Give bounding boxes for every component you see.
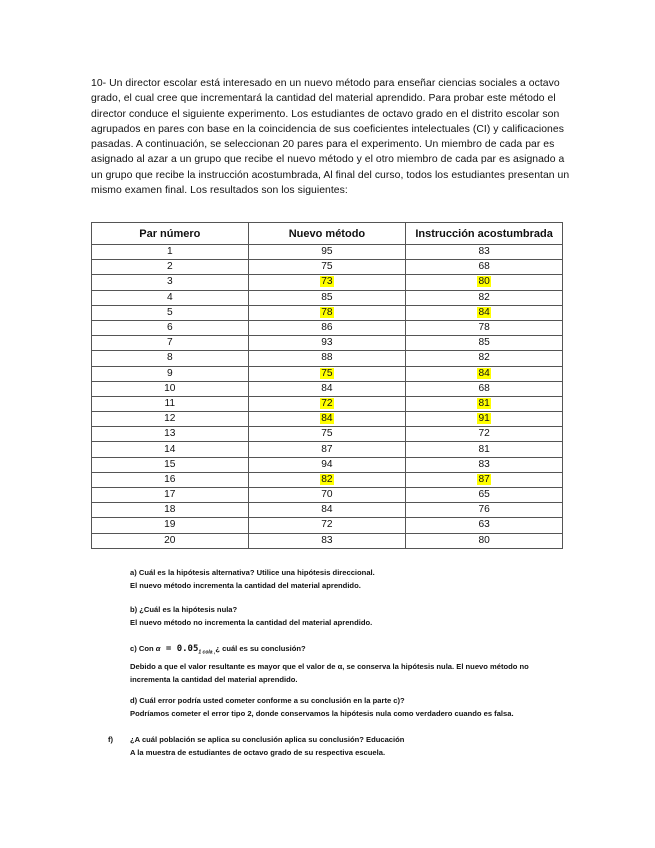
cell-nuevo-metodo — [248, 412, 406, 427]
cell-par-numero — [92, 457, 249, 472]
question-c-text — [130, 642, 570, 660]
cell-instruccion-acostumbrada-value: 84 — [478, 306, 490, 318]
problem-statement: 10- Un director escolar está interesado en un nuevo método para enseñar ciencias sociales a octavo grado, el cual cree que incrementará la cantidad del material aprendido. Para probar este método el director conduce el siguiente experimento. Los estudiantes de octavo grado en el distrito escolar son agrupados en pares con base en la coincidencia de sus coeficientes intelectuales (CI) y calificaciones pasadas. A continuación, se seleccionan 20 pares para el experimento. Un miembro de cada par es asignado al azar a un grupo que recibe el nuevo método y el otro miembro de cada par es asignado a un grupo que recibe la instrucción acostumbrada, Al final del curso, todos los estudiantes presentan un mismo examen final. Los resultados son los siguientes: — [91, 78, 570, 197]
cell-par-numero — [92, 336, 249, 351]
table-row — [92, 488, 563, 503]
cell-instruccion-acostumbrada-value: 68 — [478, 261, 490, 273]
cell-par-numero-value: 19 — [164, 519, 176, 531]
cell-nuevo-metodo-value: 85 — [321, 291, 333, 303]
cell-par-numero — [92, 533, 249, 548]
cell-instruccion-acostumbrada — [406, 366, 563, 381]
cell-nuevo-metodo-value: 84 — [321, 382, 333, 394]
cell-par-numero-value: 6 — [166, 322, 173, 334]
cell-nuevo-metodo — [248, 488, 406, 503]
cell-par-numero — [92, 396, 249, 411]
cell-nuevo-metodo — [248, 351, 406, 366]
cell-par-numero-value: 5 — [166, 306, 173, 318]
question-b-text: b) ¿Cuál es la hipótesis nula? — [130, 605, 238, 614]
cell-nuevo-metodo — [248, 305, 406, 320]
question-d-text: d) Cuál error podría usted cometer conforme a su conclusión en la parte c)? — [130, 696, 405, 705]
cell-instruccion-acostumbrada — [406, 427, 563, 442]
cell-instruccion-acostumbrada — [406, 472, 563, 487]
alpha-subscript: 1 cola , — [198, 649, 216, 656]
answer-d-text: Podríamos cometer el error tipo 2, donde conservamos la hipótesis nula como verdadero cuando es falsa. — [130, 709, 514, 718]
cell-instruccion-acostumbrada-value: 91 — [478, 413, 490, 425]
cell-instruccion-acostumbrada-value: 63 — [478, 519, 490, 531]
cell-instruccion-acostumbrada — [406, 245, 563, 260]
cell-nuevo-metodo-value: 82 — [321, 473, 333, 485]
cell-nuevo-metodo-value: 86 — [321, 322, 333, 334]
table-row — [92, 381, 563, 396]
cell-par-numero-value: 17 — [164, 489, 176, 501]
question-c-prefix: c) Con — [130, 644, 156, 653]
cell-nuevo-metodo-value: 95 — [321, 246, 333, 258]
table-header-row — [92, 223, 563, 245]
table-row — [92, 275, 563, 290]
results-table — [91, 222, 563, 549]
cell-nuevo-metodo-value: 83 — [321, 534, 333, 546]
table-row — [92, 320, 563, 335]
cell-nuevo-metodo — [248, 396, 406, 411]
cell-instruccion-acostumbrada-value: 84 — [478, 367, 490, 379]
question-f-text: ¿A cuál población se aplica su conclusión aplica su conclusión? Educación — [130, 735, 405, 744]
cell-nuevo-metodo — [248, 503, 406, 518]
cell-nuevo-metodo-value: 88 — [321, 352, 333, 364]
cell-instruccion-acostumbrada — [406, 381, 563, 396]
cell-par-numero-value: 16 — [164, 473, 176, 485]
cell-par-numero-value: 10 — [164, 382, 176, 394]
header-nuevo-metodo: Nuevo método — [248, 223, 406, 245]
cell-nuevo-metodo — [248, 260, 406, 275]
cell-nuevo-metodo — [248, 457, 406, 472]
table-row — [92, 336, 563, 351]
cell-par-numero-value: 4 — [166, 291, 173, 303]
cell-par-numero-value: 20 — [164, 534, 176, 546]
header-instruccion-acostumbrada: Instrucción acostumbrada — [406, 223, 563, 245]
cell-nuevo-metodo — [248, 245, 406, 260]
cell-par-numero — [92, 518, 249, 533]
cell-instruccion-acostumbrada-value: 81 — [478, 443, 490, 455]
cell-instruccion-acostumbrada-value: 76 — [478, 504, 490, 516]
cell-instruccion-acostumbrada-value: 87 — [478, 473, 490, 485]
cell-nuevo-metodo — [248, 336, 406, 351]
table-row — [92, 518, 563, 533]
cell-instruccion-acostumbrada-value: 83 — [478, 246, 490, 258]
cell-par-numero-value: 7 — [166, 337, 173, 349]
cell-nuevo-metodo — [248, 533, 406, 548]
cell-nuevo-metodo — [248, 290, 406, 305]
cell-instruccion-acostumbrada — [406, 260, 563, 275]
cell-par-numero — [92, 260, 249, 275]
cell-par-numero — [92, 305, 249, 320]
question-b — [130, 603, 570, 629]
cell-par-numero — [92, 275, 249, 290]
cell-par-numero-value: 2 — [166, 261, 173, 273]
cell-instruccion-acostumbrada — [406, 533, 563, 548]
cell-par-numero-value: 11 — [164, 397, 176, 409]
cell-par-numero-value: 3 — [166, 276, 173, 288]
table-row — [92, 427, 563, 442]
alpha-symbol: α — [155, 644, 161, 653]
cell-instruccion-acostumbrada-value: 78 — [478, 322, 490, 334]
cell-par-numero — [92, 488, 249, 503]
cell-nuevo-metodo — [248, 320, 406, 335]
cell-par-numero — [92, 381, 249, 396]
cell-par-numero-value: 1 — [166, 246, 173, 258]
table-body — [92, 245, 563, 549]
cell-par-numero — [92, 427, 249, 442]
cell-par-numero-value: 8 — [166, 352, 173, 364]
cell-instruccion-acostumbrada — [406, 305, 563, 320]
answer-c-line1: Debido a que el valor resultante es mayor que el valor de α, se conserva la hipótesis nula. El nuevo método no — [130, 661, 529, 671]
cell-instruccion-acostumbrada — [406, 275, 563, 290]
cell-par-numero — [92, 366, 249, 381]
cell-par-numero — [92, 245, 249, 260]
cell-par-numero-value: 14 — [164, 443, 176, 455]
cell-nuevo-metodo — [248, 518, 406, 533]
cell-nuevo-metodo-value: 75 — [321, 261, 333, 273]
question-f-body — [130, 733, 404, 759]
cell-nuevo-metodo-value: 84 — [321, 504, 333, 516]
cell-nuevo-metodo-value: 78 — [321, 306, 333, 318]
cell-par-numero — [92, 290, 249, 305]
cell-nuevo-metodo-value: 75 — [321, 428, 333, 440]
cell-nuevo-metodo-value: 94 — [321, 458, 333, 470]
question-a — [130, 566, 570, 592]
table-row — [92, 245, 563, 260]
cell-nuevo-metodo-value: 87 — [321, 443, 333, 455]
question-f-label: f) — [108, 735, 114, 744]
cell-instruccion-acostumbrada — [406, 503, 563, 518]
answer-f-text: A la muestra de estudiantes de octavo grado de su respectiva escuela. — [130, 748, 386, 757]
cell-nuevo-metodo-value: 72 — [321, 397, 333, 409]
cell-nuevo-metodo — [248, 275, 406, 290]
cell-nuevo-metodo — [248, 366, 406, 381]
answer-b-text: El nuevo método no incrementa la cantidad del material aprendido. — [130, 618, 373, 627]
cell-instruccion-acostumbrada-value: 83 — [478, 458, 490, 470]
table-row — [92, 396, 563, 411]
table-row — [92, 457, 563, 472]
table-row — [92, 412, 563, 427]
cell-instruccion-acostumbrada — [406, 351, 563, 366]
cell-instruccion-acostumbrada — [406, 290, 563, 305]
table-row — [92, 290, 563, 305]
cell-instruccion-acostumbrada — [406, 442, 563, 457]
cell-instruccion-acostumbrada-value: 82 — [478, 291, 490, 303]
question-a-text: a) Cuál es la hipótesis alternativa? Utilice una hipótesis direccional. — [130, 568, 375, 577]
table-row — [92, 260, 563, 275]
cell-nuevo-metodo-value: 72 — [321, 519, 333, 531]
table-row — [92, 503, 563, 518]
cell-par-numero — [92, 472, 249, 487]
cell-instruccion-acostumbrada — [406, 412, 563, 427]
cell-instruccion-acostumbrada — [406, 457, 563, 472]
table-row — [92, 366, 563, 381]
cell-nuevo-metodo — [248, 442, 406, 457]
table-row — [92, 472, 563, 487]
cell-nuevo-metodo-value: 70 — [321, 489, 333, 501]
question-c — [130, 642, 570, 686]
cell-instruccion-acostumbrada — [406, 320, 563, 335]
cell-instruccion-acostumbrada-value: 81 — [478, 397, 490, 409]
cell-instruccion-acostumbrada-value: 85 — [478, 337, 490, 349]
cell-par-numero-value: 15 — [164, 458, 176, 470]
cell-par-numero — [92, 351, 249, 366]
cell-instruccion-acostumbrada-value: 68 — [478, 382, 490, 394]
cell-instruccion-acostumbrada — [406, 488, 563, 503]
cell-nuevo-metodo-value: 84 — [321, 413, 333, 425]
cell-par-numero-value: 9 — [166, 367, 173, 379]
cell-instruccion-acostumbrada-value: 80 — [478, 534, 490, 546]
cell-nuevo-metodo — [248, 472, 406, 487]
question-c-suffix: ¿ cuál es su conclusión? — [215, 644, 306, 653]
table-row — [92, 305, 563, 320]
cell-par-numero — [92, 320, 249, 335]
cell-instruccion-acostumbrada — [406, 518, 563, 533]
table-row — [92, 533, 563, 548]
cell-instruccion-acostumbrada-value: 65 — [478, 489, 490, 501]
question-d — [130, 694, 570, 720]
cell-instruccion-acostumbrada — [406, 396, 563, 411]
table-row — [92, 442, 563, 457]
cell-instruccion-acostumbrada — [406, 336, 563, 351]
cell-par-numero-value: 18 — [164, 504, 176, 516]
cell-nuevo-metodo-value: 93 — [321, 337, 333, 349]
cell-par-numero-value: 12 — [164, 413, 176, 425]
cell-instruccion-acostumbrada-value: 82 — [478, 352, 490, 364]
alpha-formula: = 0.05 — [160, 644, 199, 654]
cell-par-numero — [92, 412, 249, 427]
cell-par-numero — [92, 442, 249, 457]
answer-a-text: El nuevo método incrementa la cantidad del material aprendido. — [130, 581, 361, 590]
cell-nuevo-metodo-value: 75 — [321, 367, 333, 379]
cell-par-numero-value: 13 — [164, 428, 176, 440]
cell-instruccion-acostumbrada-value: 80 — [478, 276, 490, 288]
header-par-numero: Par número — [92, 223, 249, 245]
table-row — [92, 351, 563, 366]
cell-nuevo-metodo-value: 73 — [321, 276, 333, 288]
cell-nuevo-metodo — [248, 381, 406, 396]
answer-c-line2: incrementa la cantidad del material aprendido. — [130, 674, 298, 684]
cell-nuevo-metodo — [248, 427, 406, 442]
cell-instruccion-acostumbrada-value: 72 — [478, 428, 490, 440]
cell-par-numero — [92, 503, 249, 518]
